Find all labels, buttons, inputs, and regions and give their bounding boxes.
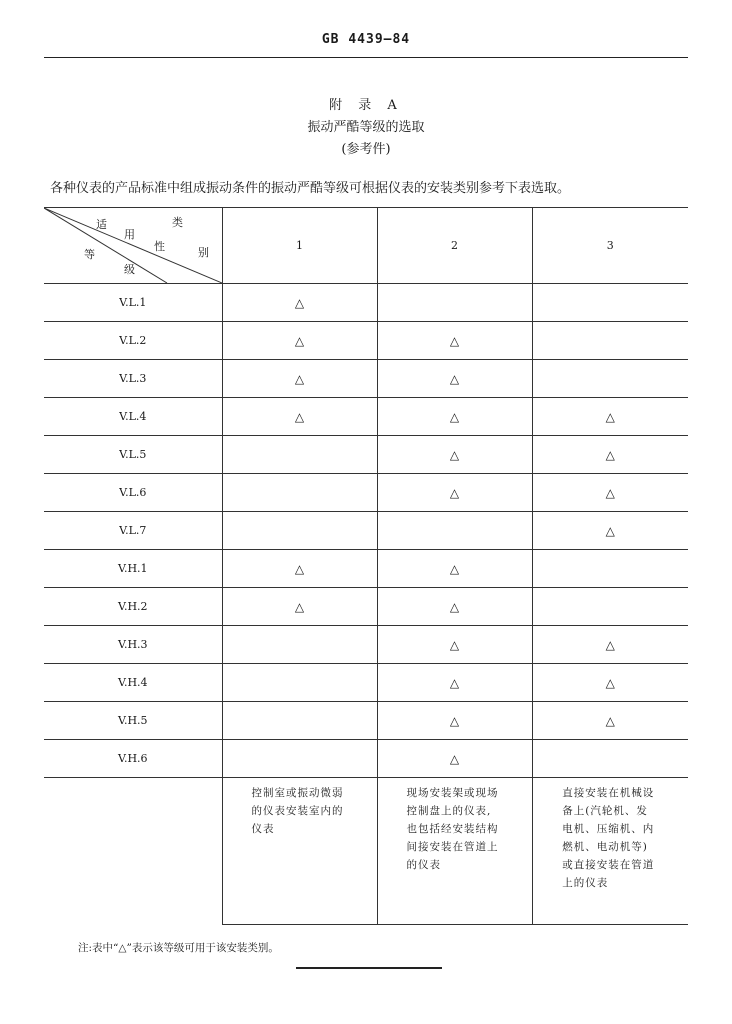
- table-row: [44, 550, 688, 588]
- applicability-mark-cell-1: [222, 474, 377, 512]
- severity-level-cell: V.H.3: [44, 626, 222, 664]
- severity-level-cell: V.H.5: [44, 702, 222, 740]
- applicability-mark-cell-3: △: [532, 626, 688, 664]
- applicability-mark-cell-1: [222, 512, 377, 550]
- table-row: [44, 664, 688, 702]
- applicability-mark-cell-1: △: [222, 588, 377, 626]
- corner-header-cell: [44, 208, 222, 284]
- description-cell-3: [532, 778, 688, 925]
- table-row: [44, 512, 688, 550]
- applicability-mark-cell-1: [222, 702, 377, 740]
- applicability-mark-cell-1: △: [222, 284, 377, 322]
- corner-label-lei: 类: [172, 216, 183, 229]
- table-header-row: [44, 208, 688, 284]
- appendix-reference-note: (参考件): [341, 142, 391, 157]
- severity-level-cell: V.H.2: [44, 588, 222, 626]
- table-row: [44, 436, 688, 474]
- applicability-mark-cell-3: [532, 360, 688, 398]
- description-cell-2: [377, 778, 532, 925]
- severity-level-cell: V.H.4: [44, 664, 222, 702]
- severity-table: [44, 207, 688, 925]
- applicability-mark-cell-1: [222, 664, 377, 702]
- description-text-1: 控制室或振动微弱的仪表安装室内的仪表: [251, 787, 344, 835]
- applicability-mark-cell-2: △: [377, 702, 532, 740]
- corner-label-ji: 级: [124, 263, 135, 276]
- applicability-mark-cell-2: △: [377, 474, 532, 512]
- severity-level-cell: V.H.1: [44, 550, 222, 588]
- table-row: [44, 474, 688, 512]
- table-row: [44, 322, 688, 360]
- description-text-2: 现场安装架或现场控制盘上的仪表,也包括经安装结构间接安装在管道上的仪表: [406, 787, 499, 871]
- applicability-mark-cell-3: △: [532, 436, 688, 474]
- table-row: [44, 360, 688, 398]
- applicability-mark-cell-3: △: [532, 702, 688, 740]
- corner-label-deng: 等: [84, 248, 95, 261]
- applicability-mark-cell-2: △: [377, 664, 532, 702]
- table-row: [44, 284, 688, 322]
- applicability-mark-cell-3: △: [532, 664, 688, 702]
- severity-level-cell: V.L.5: [44, 436, 222, 474]
- table-row: [44, 702, 688, 740]
- severity-level-cell: V.L.3: [44, 360, 222, 398]
- applicability-mark-cell-2: △: [377, 740, 532, 778]
- header-rule: [44, 57, 688, 58]
- description-row: [44, 778, 688, 925]
- applicability-mark-cell-1: △: [222, 550, 377, 588]
- table-row: [44, 588, 688, 626]
- intro-paragraph: 各种仪表的产品标准中组成振动条件的振动严酷等级可根据仪表的安装类别参考下表选取。: [50, 181, 571, 196]
- applicability-mark-cell-1: △: [222, 398, 377, 436]
- applicability-mark-cell-2: △: [377, 360, 532, 398]
- applicability-mark-cell-2: [377, 512, 532, 550]
- applicability-mark-cell-2: △: [377, 322, 532, 360]
- appendix-subtitle: 振动严酷等级的选取: [307, 120, 425, 135]
- applicability-mark-cell-3: △: [532, 398, 688, 436]
- applicability-mark-cell-2: △: [377, 436, 532, 474]
- description-text-3: 直接安装在机械设备上(汽轮机、发电机、压缩机、内燃机、电动机等)或直接安装在管道上的仪表: [562, 787, 655, 889]
- corner-label-shi: 适: [96, 218, 107, 231]
- column-header-3: 3: [532, 208, 688, 284]
- applicability-mark-cell-2: △: [377, 626, 532, 664]
- severity-level-cell: V.L.6: [44, 474, 222, 512]
- applicability-mark-cell-1: △: [222, 322, 377, 360]
- column-header-2: 2: [377, 208, 532, 284]
- standard-number-header: GB 4439—84: [321, 32, 411, 47]
- applicability-mark-cell-1: [222, 740, 377, 778]
- corner-label-yong: 用: [124, 228, 135, 241]
- applicability-mark-cell-3: [532, 322, 688, 360]
- table-row: [44, 740, 688, 778]
- bottom-rule: [296, 967, 442, 969]
- description-empty-cell: [44, 778, 222, 925]
- severity-level-cell: V.L.1: [44, 284, 222, 322]
- applicability-mark-cell-1: △: [222, 360, 377, 398]
- applicability-mark-cell-3: [532, 588, 688, 626]
- applicability-mark-cell-1: [222, 436, 377, 474]
- applicability-mark-cell-3: [532, 740, 688, 778]
- corner-label-xing: 性: [154, 240, 165, 253]
- applicability-mark-cell-3: △: [532, 474, 688, 512]
- table-row: [44, 626, 688, 664]
- severity-level-cell: V.L.7: [44, 512, 222, 550]
- severity-level-cell: V.L.2: [44, 322, 222, 360]
- severity-level-cell: V.L.4: [44, 398, 222, 436]
- applicability-mark-cell-3: [532, 284, 688, 322]
- table-row: [44, 398, 688, 436]
- column-header-1: 1: [222, 208, 377, 284]
- applicability-mark-cell-2: △: [377, 588, 532, 626]
- applicability-mark-cell-2: △: [377, 550, 532, 588]
- severity-level-cell: V.H.6: [44, 740, 222, 778]
- description-cell-1: [222, 778, 377, 925]
- appendix-title: 附 录 A: [329, 98, 403, 113]
- applicability-mark-cell-2: [377, 284, 532, 322]
- applicability-mark-cell-2: △: [377, 398, 532, 436]
- footnote: 注:表中“△”表示该等级可用于该安装类别。: [78, 942, 279, 954]
- applicability-mark-cell-3: △: [532, 512, 688, 550]
- applicability-mark-cell-3: [532, 550, 688, 588]
- applicability-mark-cell-1: [222, 626, 377, 664]
- corner-label-bie: 别: [198, 246, 209, 259]
